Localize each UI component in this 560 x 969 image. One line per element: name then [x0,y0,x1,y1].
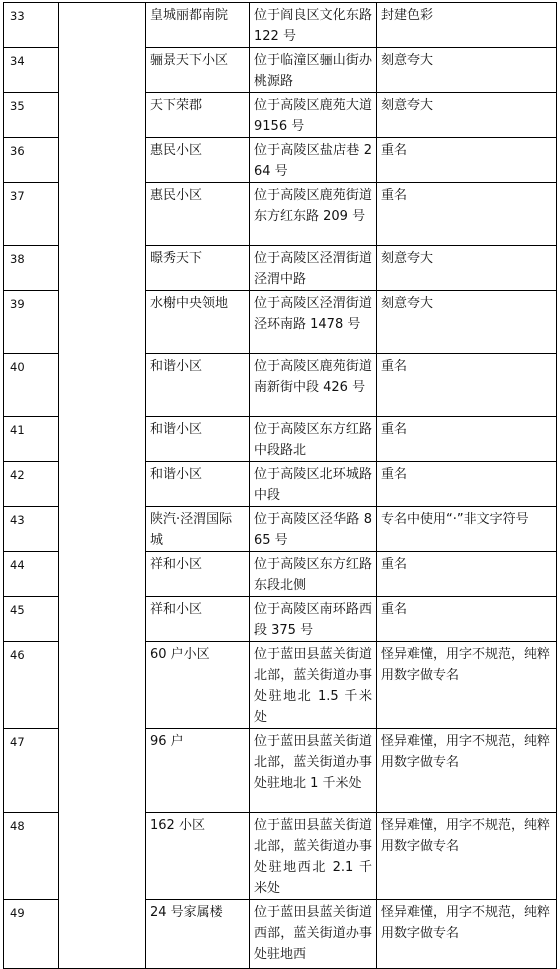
row-number-cell: 37 [4,183,59,246]
community-name-cell: 60 户小区 [146,642,250,729]
community-name-cell: 祥和小区 [146,597,250,642]
reason-cell: 怪异难懂，用字不规范，纯粹用数字做专名 [377,813,557,900]
row-number-cell: 33 [4,3,59,48]
community-name-cell: 惠民小区 [146,183,250,246]
reason-cell: 重名 [377,597,557,642]
row-number-cell: 44 [4,552,59,597]
community-name-cell: 陕汽·泾渭国际城 [146,507,250,552]
reason-cell: 重名 [377,417,557,462]
table-body [4,3,557,969]
reason-cell: 怪异难懂，用字不规范，纯粹用数字做专名 [377,900,557,969]
community-name-cell: 96 户 [146,729,250,813]
address-cell: 位于阎良区文化东路 122 号 [250,3,377,48]
address-cell: 位于高陵区鹿苑街道南新街中段 426 号 [250,354,377,417]
row-number-cell: 49 [4,900,59,969]
row-number-cell: 43 [4,507,59,552]
row-number-cell: 45 [4,597,59,642]
reason-cell: 刻意夸大 [377,246,557,291]
address-cell: 位于高陵区北环城路中段 [250,462,377,507]
address-cell: 位于高陵区鹿苑街道东方红东路 209 号 [250,183,377,246]
address-cell: 位于高陵区东方红路中段路北 [250,417,377,462]
community-name-cell: 暻秀天下 [146,246,250,291]
row-number-cell: 46 [4,642,59,729]
row-number-cell: 38 [4,246,59,291]
address-cell: 位于高陵区泾渭街道泾渭中路 [250,246,377,291]
row-number-cell: 48 [4,813,59,900]
address-cell: 位于临潼区骊山街办桃源路 [250,48,377,93]
row-number-cell: 39 [4,291,59,354]
community-name-cell: 皇城丽都南院 [146,3,250,48]
community-name-cell: 和谐小区 [146,354,250,417]
row-number-cell: 35 [4,93,59,138]
community-name-cell: 天下荣郡 [146,93,250,138]
community-name-cell: 和谐小区 [146,462,250,507]
reason-cell: 专名中使用“·”非文字符号 [377,507,557,552]
place-name-table [3,2,557,969]
community-name-cell: 162 小区 [146,813,250,900]
address-cell: 位于蓝田县蓝关街道北部，蓝关街道办事处驻地西北 2.1 千米处 [250,813,377,900]
reason-cell: 重名 [377,552,557,597]
address-cell: 位于高陵区鹿苑大道 9156 号 [250,93,377,138]
address-cell: 位于高陵区南环路西段 375 号 [250,597,377,642]
community-name-cell: 惠民小区 [146,138,250,183]
reason-cell: 重名 [377,183,557,246]
merged-district-cell [59,3,146,969]
reason-cell: 怪异难懂，用字不规范，纯粹用数字做专名 [377,642,557,729]
reason-cell: 刻意夸大 [377,291,557,354]
row-number-cell: 36 [4,138,59,183]
community-name-cell: 骊景天下小区 [146,48,250,93]
row-number-cell: 41 [4,417,59,462]
address-cell: 位于蓝田县蓝关街道北部，蓝关街道办事处驻地北 1 千米处 [250,729,377,813]
row-number-cell: 34 [4,48,59,93]
row-number-cell: 42 [4,462,59,507]
reason-cell: 重名 [377,462,557,507]
address-cell: 位于高陵区泾华路 865 号 [250,507,377,552]
reason-cell: 重名 [377,138,557,183]
reason-cell: 刻意夸大 [377,48,557,93]
row-number-cell: 40 [4,354,59,417]
reason-cell: 重名 [377,354,557,417]
row-number-cell: 47 [4,729,59,813]
reason-cell: 封建色彩 [377,3,557,48]
address-cell: 位于高陵区东方红路东段北侧 [250,552,377,597]
community-name-cell: 和谐小区 [146,417,250,462]
address-cell: 位于蓝田县蓝关街道西部，蓝关街道办事处驻地西 [250,900,377,969]
address-cell: 位于高陵区盐店巷 264 号 [250,138,377,183]
table-row [4,3,557,48]
community-name-cell: 24 号家属楼 [146,900,250,969]
reason-cell: 怪异难懂，用字不规范，纯粹用数字做专名 [377,729,557,813]
reason-cell: 刻意夸大 [377,93,557,138]
address-cell: 位于高陵区泾渭街道泾环南路 1478 号 [250,291,377,354]
community-name-cell: 祥和小区 [146,552,250,597]
community-name-cell: 水榭中央领地 [146,291,250,354]
address-cell: 位于蓝田县蓝关街道北部，蓝关街道办事处驻地北 1.5 千米处 [250,642,377,729]
